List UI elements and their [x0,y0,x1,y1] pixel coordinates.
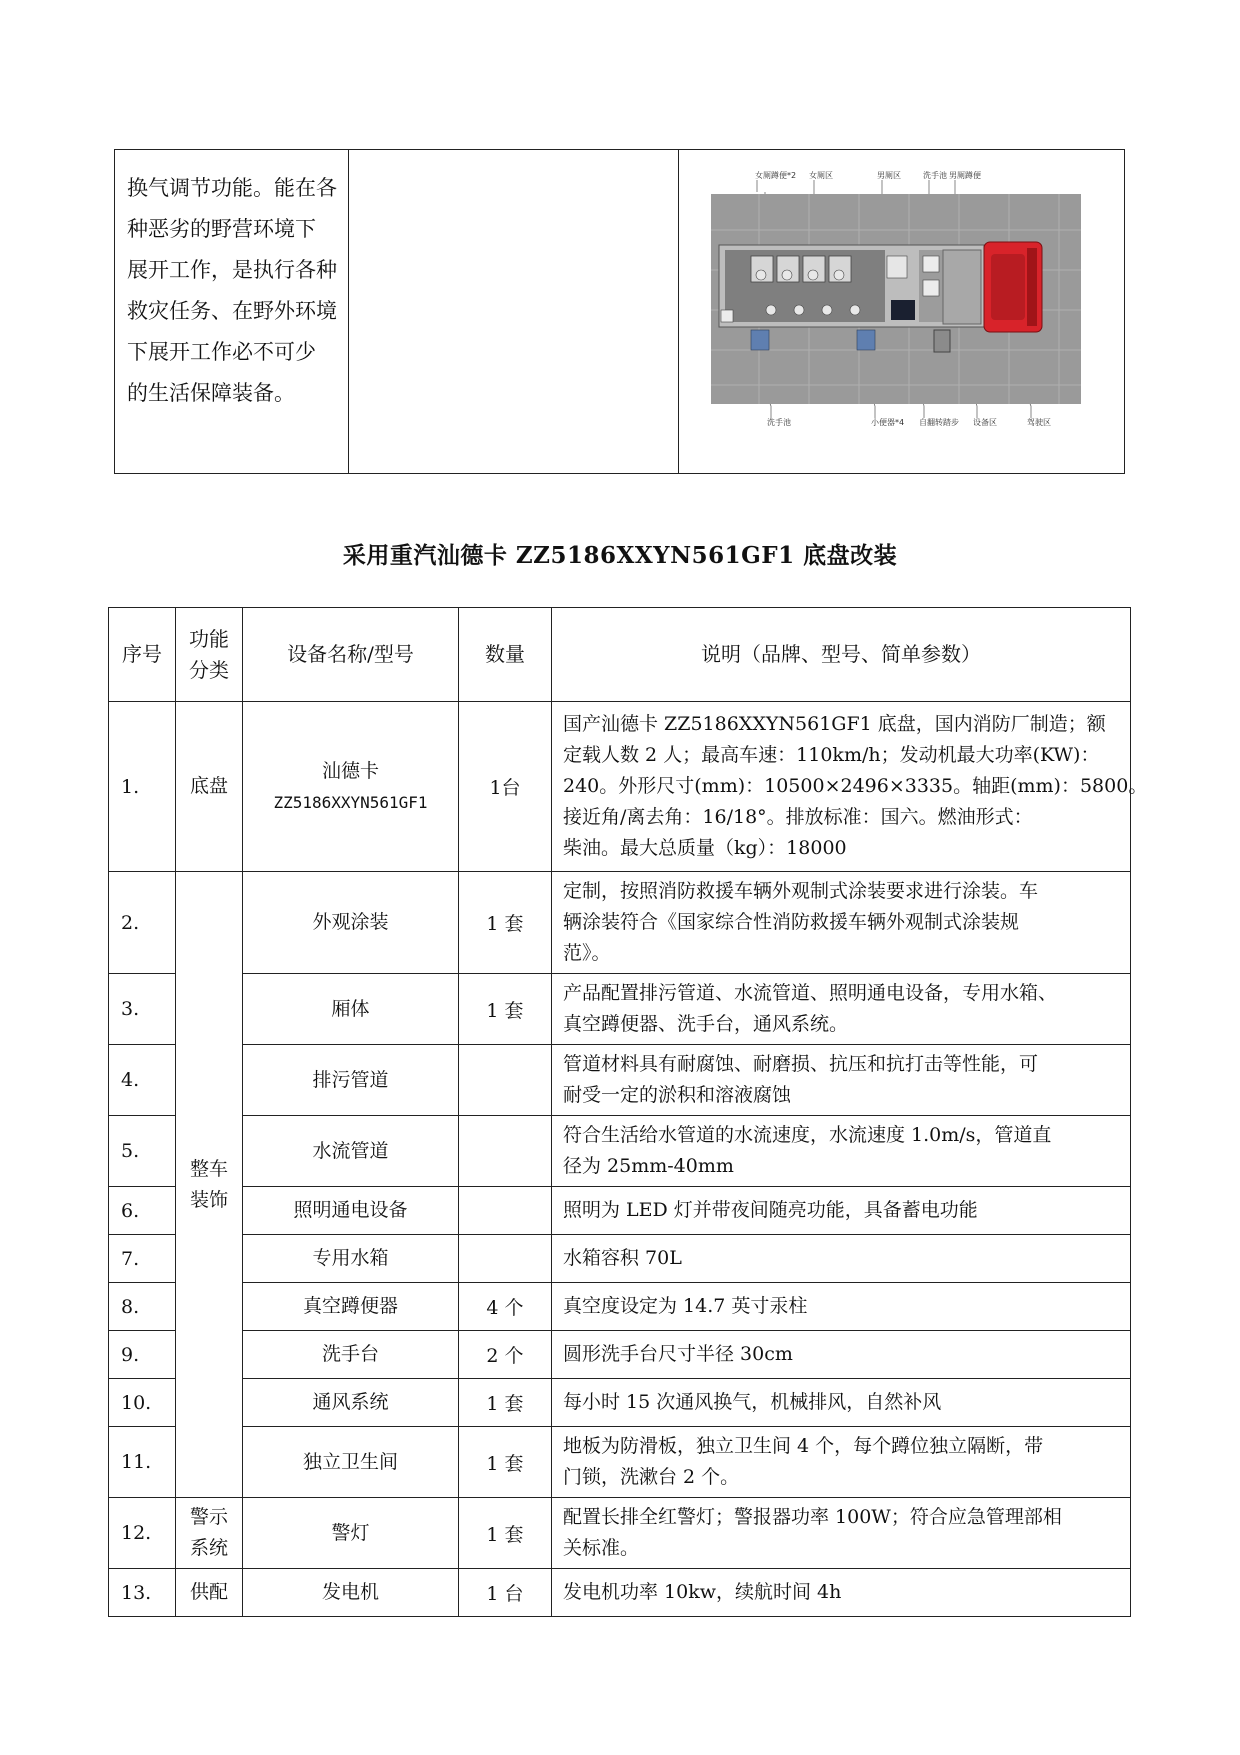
row-desc [552,1331,1131,1379]
row-qty: 1 台 [459,1569,552,1617]
header-name: 设备名称/型号 [243,608,459,702]
row-qty [459,1235,552,1283]
section-title: 采用重汽汕德卡 ZZ5186XXYN561GF1 底盘改装 [342,542,898,569]
desc-line: 辆涂装符合《国家综合性消防救援车辆外观制式涂装规 [563,911,1020,933]
row-desc [552,1427,1131,1498]
row-desc [552,872,1131,974]
continuation-table [114,149,1125,474]
diagram-label-male-area: 男厕区 [877,171,901,180]
desc-line: 接近角/离去角：16/18°。排放标准：国六。燃油形式： [563,806,1033,828]
table-row [109,1045,1131,1116]
row-desc [552,1379,1131,1427]
table-row [109,1331,1131,1379]
row-name: 外观涂装 [243,872,459,974]
row-category [176,1498,243,1569]
row-seq: 6. [109,1187,176,1235]
desc-line: 范》。 [563,942,611,964]
row-seq: 7. [109,1235,176,1283]
header-desc: 说明（品牌、型号、简单参数） [552,608,1131,702]
table-row [109,1569,1131,1617]
continuation-text-cell [115,150,349,474]
desc-line: 地板为防滑板，独立卫生间 4 个，每个蹲位独立隔断，带 [563,1435,1044,1457]
desc-line: 240。外形尺寸(mm)：10500×2496×3335。轴距(mm)：5800。 [563,775,1148,797]
equipment-table [108,607,1148,1617]
row-qty: 1 套 [459,974,552,1045]
row-desc [552,1235,1131,1283]
row-name: 洗手台 [243,1331,459,1379]
diagram-label-cab: 驾驶区 [1027,418,1051,427]
desc-line: 关标准。 [563,1537,640,1559]
row-name [243,702,459,872]
row-category: 底盘 [176,702,243,872]
row-name: 发电机 [243,1569,459,1617]
row-desc [552,702,1148,872]
desc-line: 耐受一定的淤积和溶液腐蚀 [563,1084,792,1106]
row-name: 真空蹲便器 [243,1283,459,1331]
row-desc [552,1569,1131,1617]
row-desc [552,1187,1131,1235]
table-row [109,702,1131,872]
row-seq: 12. [109,1498,176,1569]
category-line: 整车 [189,1157,228,1180]
row-qty [459,1187,552,1235]
text-line: 的生活保障装备。 [127,381,295,405]
table-row [109,1379,1131,1427]
row-name: 水流管道 [243,1116,459,1187]
table-row [109,1427,1131,1498]
desc-line: 照明为 LED 灯并带夜间随亮功能，具备蓄电功能 [563,1199,978,1221]
diagram-cell [679,150,1125,474]
row-qty: 1 套 [459,1427,552,1498]
row-qty: 1 套 [459,1379,552,1427]
row-seq: 2. [109,872,176,974]
table-row [109,1283,1131,1331]
row-qty [459,1116,552,1187]
row-qty: 4 个 [459,1283,552,1331]
row-desc [552,1045,1131,1116]
header-qty: 数量 [459,608,552,702]
row-seq: 5. [109,1116,176,1187]
desc-line: 产品配置排污管道、水流管道、照明通电设备，专用水箱、 [563,982,1058,1004]
desc-line: 国产汕德卡 ZZ5186XXYN561GF1 底盘，国内消防厂制造；额 [563,713,1106,735]
desc-line: 发电机功率 10kw，续航时间 4h [563,1581,842,1603]
diagram-label-female-area: 女厕区 [809,171,833,180]
row-seq: 11. [109,1427,176,1498]
row-name: 厢体 [243,974,459,1045]
text-line: 种恶劣的野营环境下 [127,217,316,241]
row-qty [459,1045,552,1116]
category-line: 系统 [189,1537,228,1559]
row-name: 专用水箱 [243,1235,459,1283]
text-line: 下展开工作必不可少 [127,340,316,364]
header-category [176,608,243,702]
row-name-line: 汕德卡 [321,759,379,782]
row-qty: 1 套 [459,872,552,974]
diagram-label-male-squat: 男厕蹲便 [949,171,981,180]
desc-line: 水箱容积 70L [563,1247,682,1269]
row-seq: 3. [109,974,176,1045]
desc-line: 每小时 15 次通风换气，机械排风，自然补风 [563,1391,942,1413]
row-name-line: ZZ5186XXYN561GF1 [273,792,428,812]
row-seq: 13. [109,1569,176,1617]
row-name: 独立卫生间 [243,1427,459,1498]
row-seq: 1. [109,702,176,872]
text-line: 换气调节功能。能在各 [127,176,337,200]
diagram-label-wash-basin-2: 洗手池 [767,418,791,427]
merged-category-cell [176,872,243,1498]
desc-line: 真空蹲便器、洗手台，通风系统。 [563,1013,849,1035]
table-row [109,1498,1131,1569]
header-seq: 序号 [109,608,176,702]
diagram-label-equipment: 设备区 [973,418,997,427]
row-name: 排污管道 [243,1045,459,1116]
table-header-row [109,608,1131,702]
table-row [109,1116,1131,1187]
table-row [109,974,1131,1045]
desc-line: 真空度设定为 14.7 英寸汞柱 [563,1295,808,1317]
category-line: 装饰 [189,1188,228,1211]
desc-line: 圆形洗手台尺寸半径 30cm [563,1343,793,1365]
row-name: 警灯 [243,1498,459,1569]
desc-line: 径为 25mm-40mm [563,1155,734,1177]
diagram-label-urinal: 小便器*4 [871,418,905,427]
table-row [109,872,1131,974]
row-seq: 8. [109,1283,176,1331]
desc-line: 定载人数 2 人；最高车速：110km/h；发动机最大功率(KW)： [563,744,1100,766]
row-seq: 10. [109,1379,176,1427]
text-line: 展开工作，是执行各种 [127,258,337,282]
diagram-label-female-squat: 女厕蹲便*2 [755,171,797,180]
row-category: 供配 [176,1569,243,1617]
row-name: 照明通电设备 [243,1187,459,1235]
table-row [109,1187,1131,1235]
empty-cell [349,150,679,474]
row-qty: 1台 [459,702,552,872]
text-line: 救灾任务、在野外环境 [127,299,337,323]
diagram-label-wash-basin: 洗手池 [923,171,947,180]
vehicle-layout-diagram [679,150,1123,473]
desc-line: 管道材料具有耐腐蚀、耐磨损、抗压和抗打击等性能，可 [563,1053,1039,1075]
header-category-line: 分类 [189,657,229,682]
desc-line: 配置长排全红警灯；警报器功率 100W；符合应急管理部相 [563,1506,1062,1528]
table-row [109,1235,1131,1283]
row-desc [552,974,1131,1045]
desc-line: 符合生活给水管道的水流速度，水流速度 1.0m/s，管道直 [563,1124,1052,1146]
row-seq: 9. [109,1331,176,1379]
desc-line: 门锁，洗漱台 2 个。 [563,1466,740,1488]
row-desc [552,1283,1131,1331]
header-category-line: 功能 [189,626,229,651]
diagram-label-step: 自翻转踏步 [919,418,959,427]
row-seq: 4. [109,1045,176,1116]
category-line: 警示 [189,1506,228,1528]
desc-line: 定制，按照消防救援车辆外观制式涂装要求进行涂装。车 [563,880,1039,902]
row-desc [552,1116,1131,1187]
row-name: 通风系统 [243,1379,459,1427]
row-desc [552,1498,1131,1569]
row-qty: 1 套 [459,1498,552,1569]
row-qty: 2 个 [459,1331,552,1379]
desc-line: 柴油。最大总质量（kg）：18000 [563,837,847,859]
